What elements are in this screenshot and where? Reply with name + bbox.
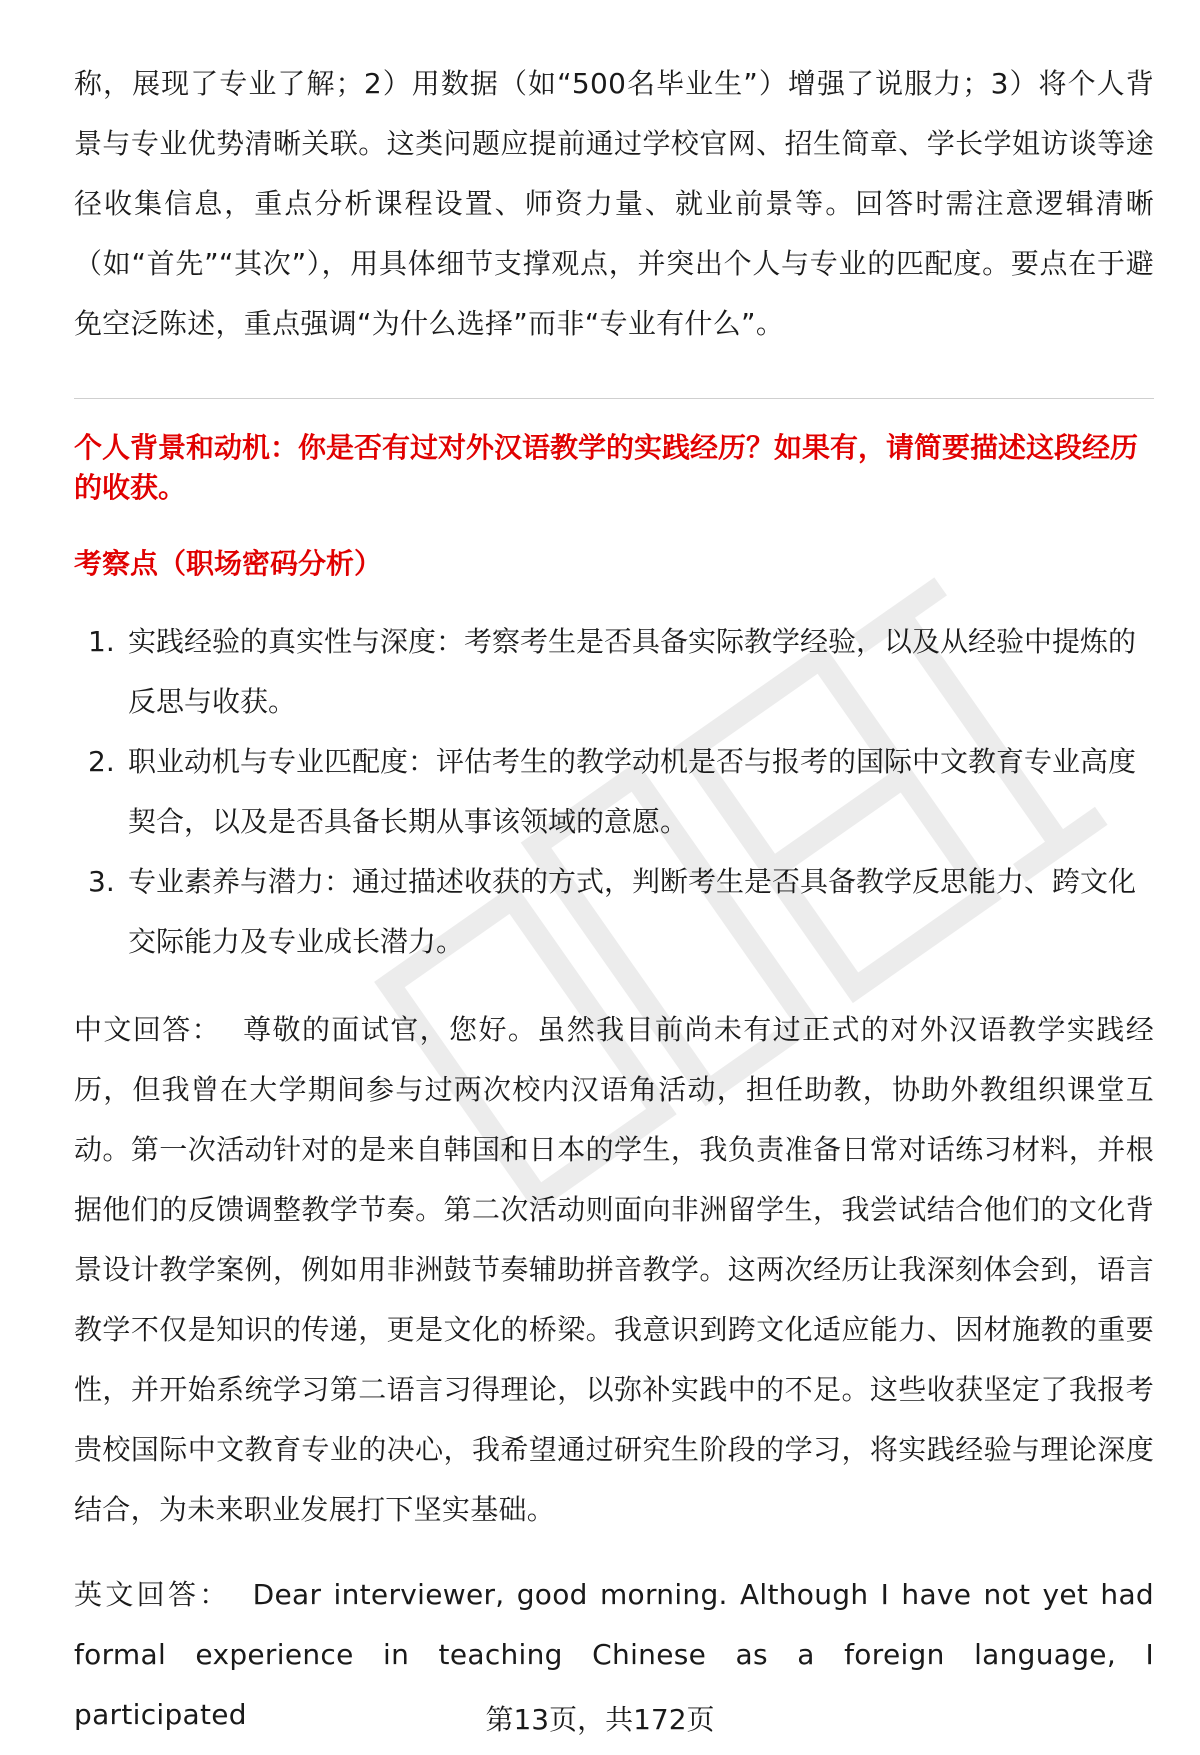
list-number: 3. [88,865,115,898]
intro-text: 称，展现了专业了解；2）用数据（如“500名毕业生”）增强了说服力；3）将个人背景与专业优势清晰关联。这类问题应提前通过学校官网、招生简章、学长学姐访谈等途径收集信息，重点分析课程设置、师资力量、就业前景等。回答时需注意逻辑清晰（如“首先”“其次”），用具体细节支撑观点，并突出个人与专业的匹配度。要点在于避免空泛陈述，重点强调“为什么选择”而非“专业有什么”。 [74,67,1154,340]
question-heading: 个人背景和动机：你是否有过对外汉语教学的实践经历？如果有，请简要描述这段经历的收获。 [74,431,1139,504]
chinese-answer-text: 尊敬的面试官，您好。虽然我目前尚未有过正式的对外汉语教学实践经历，但我曾在大学期间参与过两次校内汉语角活动，担任助教，协助外教组织课堂互动。第一次活动针对的是来自韩国和日本的学生，我负责准备日常对话练习材料，并根据他们的反馈调整教学节奏。第二次活动则面向非洲留学生，我尝试结合他们的文化背景设计教学案例，例如用非洲鼓节奏辅助拼音教学。这两次经历让我深刻体会到，语言教学不仅是知识的传递，更是文化的桥梁。我意识到跨文化适应能力、因材施教的重要性，并开始系统学习第二语言习得理论，以弥补实践中的不足。这些收获坚定了我报考贵校国际中文教育专业的决心，我希望通过研究生阶段的学习，将实践经验与理论深度结合，为未来职业发展打下坚实基础。 [74,1013,1154,1526]
list-number: 2. [88,745,115,778]
chinese-answer-label: 中文回答： [74,1013,222,1046]
chinese-answer [74,1000,1154,1540]
list-item-text: 实践经验的真实性与深度：考察考生是否具备实际教学经验，以及从经验中提炼的反思与收获。 [128,625,1137,718]
list-item-text: 专业素养与潜力：通过描述收获的方式，判断考生是否具备教学反思能力、跨文化交际能力及专业成长潜力。 [128,865,1137,958]
list-item [74,852,1154,972]
section-title: 考察点（职场密码分析） [74,547,383,580]
section-divider [74,398,1154,399]
intro-paragraph [74,54,1154,354]
list-item [74,612,1154,732]
english-answer-label: 英文回答： [74,1578,231,1611]
list-number: 1. [88,625,115,658]
english-answer-text: Dear interviewer, good morning. Although I have not yet had formal experience in teaching Chinese as a foreign language, I participated [74,1578,1154,1731]
page-number: 第13页，共172页 [485,1703,715,1736]
list-item [74,732,1154,852]
list-item-text: 职业动机与专业匹配度：评估考生的教学动机是否与报考的国际中文教育专业高度契合，以及是否具备长期从事该领域的意愿。 [128,745,1137,838]
assessment-points-list [74,612,1154,972]
